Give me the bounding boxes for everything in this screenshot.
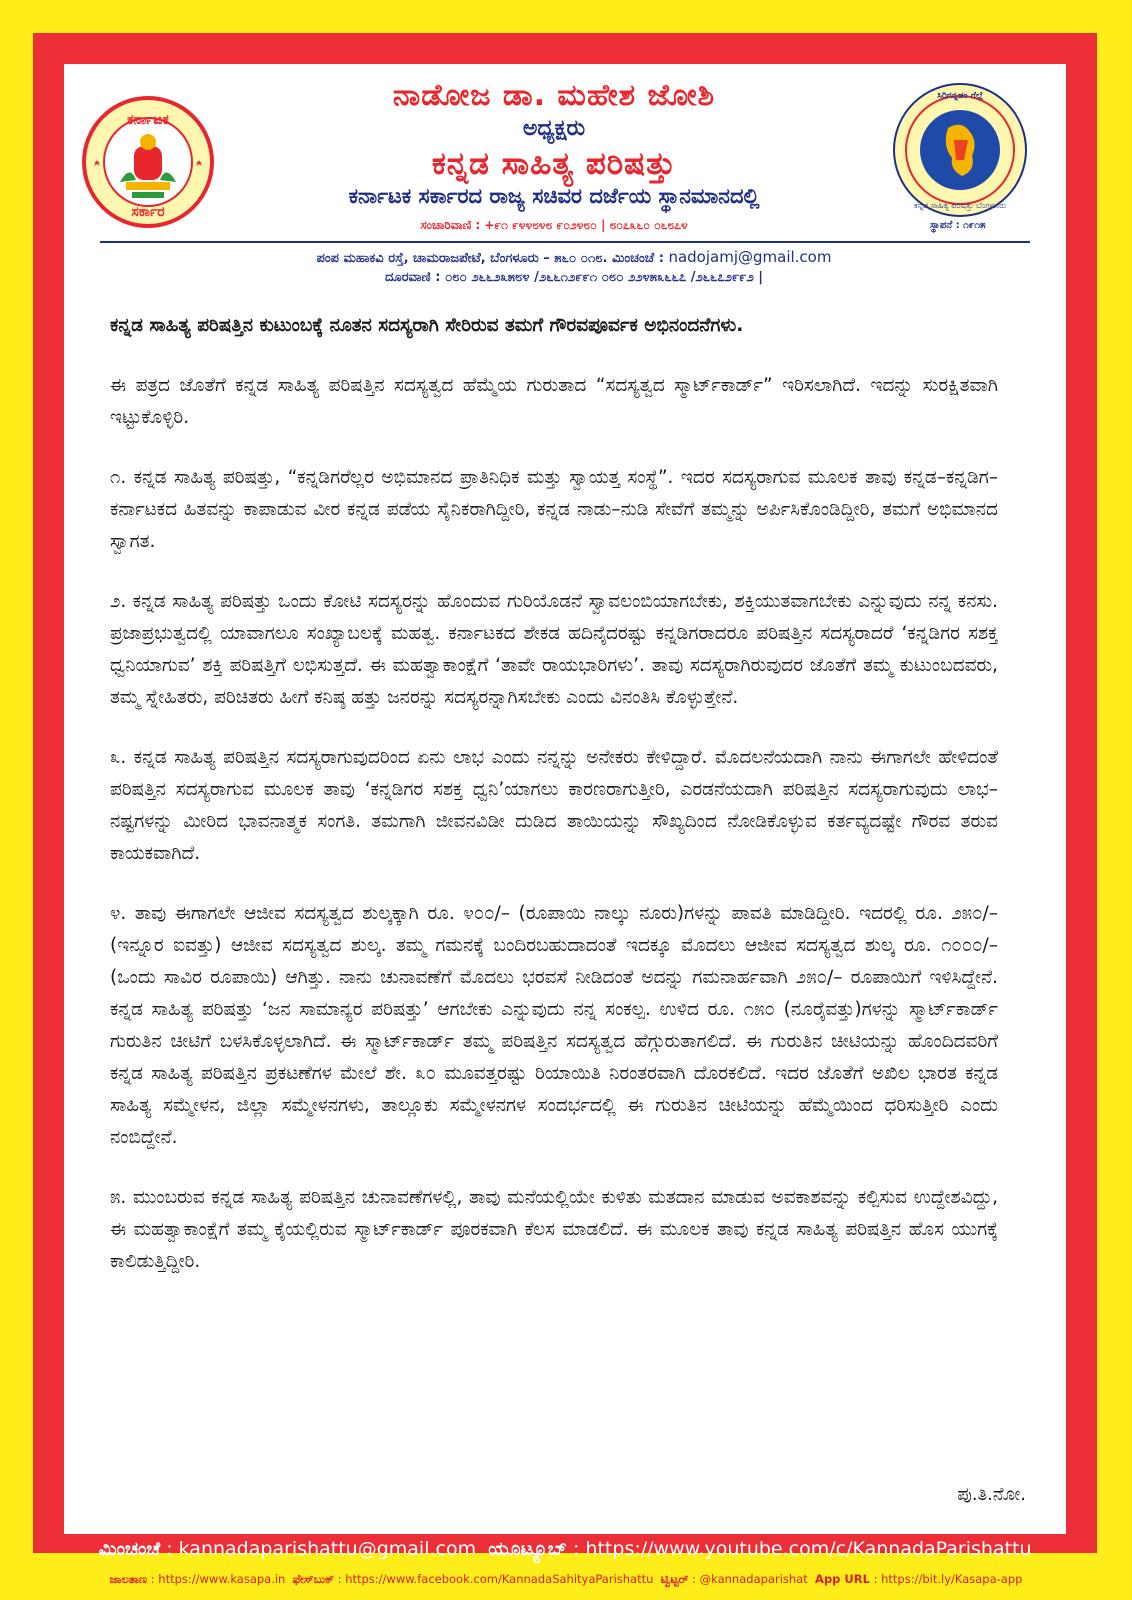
letter-paragraph-intro: ಈ ಪತ್ರದ ಜೊತೆಗೆ ಕನ್ನಡ ಸಾಹಿತ್ಯ ಪರಿಷತ್ತಿನ ಸದಸ್ಯತ್ವದ ಹೆಮ್ಮೆಯ ಗುರುತಾದ “ಸದಸ್ಯತ್ವದ ಸ್ಮಾರ್ಟ್‌ಕಾರ್ಡ್” ಇರಿಸಲಾಗಿದೆ. ಇದನ್ನು ಸುರಕ್ಷಿತವಾಗಿ ಇಟ್ಟುಕೊಳ್ಳಿರಿ. — [110, 375, 998, 428]
letter-page — [64, 64, 1066, 1534]
established-label: ಸ್ಥಾಪನೆ : ೧೯೧೫ — [930, 220, 986, 231]
footer-email-link[interactable]: kannadaparishattu@gmail.com — [178, 1538, 477, 1560]
letter-paragraph-2: ೨. ಕನ್ನಡ ಸಾಹಿತ್ಯ ಪರಿಷತ್ತು ಒಂದು ಕೋಟಿ ಸದಸ್ಯರನ್ನು ಹೊಂದುವ ಗುರಿಯೊಡನೆ ಸ್ವಾವಲಂಬಿಯಾಗಬೇಕು, ಶಕ್ತಿಯುತವಾಗಬೇಕು ಎನ್ನುವುದು ನನ್ನ ಕನಸು. ಪ್ರಜಾಪ್ರಭುತ್ವದಲ್ಲಿ ಯಾವಾಗಲೂ ಸಂಖ್ಯಾಬಲಕ್ಕೆ ಮಹತ್ವ. ಕರ್ನಾಟಕದ ಶೇಕಡ ಹದಿನೈದರಷ್ಟು ಕನ್ನಡಿಗರಾದರೂ ಪರಿಷತ್ತಿನ ಸದಸ್ಯರಾದರೆ ‘ಕನ್ನಡಿಗರ ಸಶಕ್ತ ಧ್ವನಿಯಾಗುವ’ ಶಕ್ತಿ ಪರಿಷತ್ತಿಗೆ ಲಭಿಸುತ್ತದೆ. ಈ ಮಹತ್ವಾಕಾಂಕ್ಷೆಗೆ ‘ತಾವೇ ರಾಯಭಾರಿಗಳು’. ತಾವು ಸದಸ್ಯರಾಗಿರುವುದರ ಜೊತೆಗೆ ತಮ್ಮ ಕುಟುಂಬದವರು, ತಮ್ಮ ಸ್ನೇಹಿತರು, ಪರಿಚಿತರು ಹೀಗೆ ಕನಿಷ್ಠ ಹತ್ತು ಜನರನ್ನು ಸದಸ್ಯರನ್ನಾಗಿಸಬೇಕು ಎಂದು ವಿನಂತಿಸಿ ಕೊಳ್ಳುತ್ತೇನೆ. — [110, 591, 998, 708]
address-line — [164, 248, 984, 266]
president-name: ನಾಡೋಜ ಡಾ. ಮಹೇಶ ಜೋಶಿ — [392, 78, 716, 113]
svg-text:ಸಿರಿಗನ್ನಡಂ ಗೆಲ್ಗೆ: ಸಿರಿಗನ್ನಡಂ ಗೆಲ್ಗೆ — [937, 91, 983, 101]
footer-facebook-label: ಫೇಸ್‌ಬುಕ್ — [292, 1572, 334, 1586]
president-email-link[interactable]: nadojamj@gmail.com — [668, 248, 832, 266]
address-text: ಪಂಪ ಮಹಾಕವಿ ರಸ್ತೆ, ಚಾಮರಾಜಪೇಟೆ, ಬೆಂಗಳೂರು – ೫೬೦ ೦೧೮. ಮಿಂಚಂಚೆ : — [316, 251, 669, 266]
footer-youtube-link[interactable]: https://www.youtube.com/c/KannadaParishattu — [585, 1538, 1032, 1560]
letter-paragraph-1: ೧. ಕನ್ನಡ ಸಾಹಿತ್ಯ ಪರಿಷತ್ತು, “ಕನ್ನಡಿಗರೆಲ್ಲರ ಅಭಿಮಾನದ ಪ್ರಾತಿನಿಧಿಕ ಮತ್ತು ಸ್ವಾಯತ್ತ ಸಂಸ್ಥೆ”. ಇದರ ಸದಸ್ಯರಾಗುವ ಮೂಲಕ ತಾವು ಕನ್ನಡ–ಕನ್ನಡಿಗ–ಕರ್ನಾಟಕದ ಹಿತವನ್ನು ಕಾಪಾಡುವ ವೀರ ಕನ್ನಡ ಪಡೆಯ ಸೈನಿಕರಾಗಿದ್ದೀರಿ, ಕನ್ನಡ ನಾಡು–ನುಡಿ ಸೇವೆಗೆ ತಮ್ಮನ್ನು ಅರ್ಪಿಸಿಕೊಂಡಿದ್ದೀರಿ, ತಮಗೆ ಅಭಿಮಾನದ ಸ್ವಾಗತ. — [110, 467, 998, 552]
footer-twitter-link[interactable]: @kannadaparishat — [699, 1572, 808, 1586]
letter-paragraph-5: ೫. ಮುಂಬರುವ ಕನ್ನಡ ಸಾಹಿತ್ಯ ಪರಿಷತ್ತಿನ ಚುನಾವಣೆಗಳಲ್ಲಿ, ತಾವು ಮನೆಯಲ್ಲಿಯೇ ಕುಳಿತು ಮತದಾನ ಮಾಡುವ ಅವಕಾಶವನ್ನು ಕಲ್ಪಿಸುವ ಉದ್ದೇಶವಿದ್ದು, ಈ ಮಹತ್ವಾಕಾಂಕ್ಷೆಗೆ ತಮ್ಮ ಕೈಯಲ್ಲಿರುವ ಸ್ಮಾರ್ಟ್‌ಕಾರ್ಡ್ ಪೂರಕವಾಗಿ ಕೆಲಸ ಮಾಡಲಿದೆ. ಈ ಮೂಲಕ ತಾವು ಕನ್ನಡ ಸಾಹಿತ್ಯ ಪರಿಷತ್ತಿನ ಹೊಸ ಯುಗಕ್ಕೆ ಕಾಲಿಡುತ್ತಿದ್ದೀರಿ. — [110, 1187, 998, 1272]
letter-paragraph-3: ೩. ಕನ್ನಡ ಸಾಹಿತ್ಯ ಪರಿಷತ್ತಿನ ಸದಸ್ಯರಾಗುವುದರಿಂದ ಏನು ಲಾಭ ಎಂದು ನನ್ನನ್ನು ಅನೇಕರು ಕೇಳಿದ್ದಾರೆ. ಮೊದಲನೆಯದಾಗಿ ನಾನು ಈಗಾಗಲೇ ಹೇಳಿದಂತೆ ಪರಿಷತ್ತಿನ ಸದಸ್ಯರಾಗುವ ಮೂಲಕ ತಾವು ‘ಕನ್ನಡಿಗರ ಸಶಕ್ತ ಧ್ವನಿ’ಯಾಗಲು ಕಾರಣರಾಗುತ್ತೀರಿ, ಎರಡನೆಯದಾಗಿ ಪರಿಷತ್ತಿನ ಸದಸ್ಯರಾಗುವುದು ಲಾಭ–ನಷ್ಟಗಳನ್ನು ಮೀರಿದ ಭಾವನಾತ್ಮಕ ಸಂಗತಿ. ತಮಗಾಗಿ ಜೀವನವಿಡೀ ದುಡಿದ ತಾಯಿಯನ್ನು ಸೌಖ್ಯದಿಂದ ನೋಡಿಕೊಳ್ಳುವ ಕರ್ತವ್ಯದಷ್ಟೇ ಗೌರವ ತರುವ ಕಾಯಕವಾಗಿದೆ. — [110, 747, 998, 864]
phone-line: ದೂರವಾಣಿ : ೦೮೦ ೨೬೬೨೩೫೮೪ /೨೬೬೧೨೯೯೧ ೦೮೦ ೨೨೪೫೩೬೬೭ /೨೬೬೭೨೯೯೨ | — [385, 270, 763, 285]
letter-paragraph-4: ೪. ತಾವು ಈಗಾಗಲೇ ಆಜೀವ ಸದಸ್ಯತ್ವದ ಶುಲ್ಕಕ್ಕಾಗಿ ರೂ. ೪೦೦/– (ರೂಪಾಯಿ ನಾಲ್ಕು ನೂರು)ಗಳನ್ನು ಪಾವತಿ ಮಾಡಿದ್ದೀರಿ. ಇದರಲ್ಲಿ ರೂ. ೨೫೦/– (ಇನ್ನೂರ ಐವತ್ತು) ಆಜೀವ ಸದಸ್ಯತ್ವದ ಶುಲ್ಕ. ತಮ್ಮ ಗಮನಕ್ಕೆ ಬಂದಿರಬಹುದಾದಂತೆ ಇದಕ್ಕೂ ಮೊದಲು ಆಜೀವ ಸದಸ್ಯತ್ವದ ಶುಲ್ಕ ರೂ. ೧೦೦೦/– (ಒಂದು ಸಾವಿರ ರೂಪಾಯಿ) ಆಗಿತ್ತು. ನಾನು ಚುನಾವಣೆಗೆ ಮೊದಲು ಭರವಸೆ ನೀಡಿದಂತೆ ಅದನ್ನು ಗಮನಾರ್ಹವಾಗಿ ೨೫೦/– ರೂಪಾಯಿಗೆ ಇಳಿಸಿದ್ದೇನೆ. ಕನ್ನಡ ಸಾಹಿತ್ಯ ಪರಿಷತ್ತು ‘ಜನ ಸಾಮಾನ್ಯರ ಪರಿಷತ್ತು’ ಆಗಬೇಕು ಎನ್ನುವುದು ನನ್ನ ಸಂಕಲ್ಪ. ಉಳಿದ ರೂ. ೧೫೦ (ನೂರೈವತ್ತು)ಗಳನ್ನು ಸ್ಮಾರ್ಟ್‌ಕಾರ್ಡ್ ಗುರುತಿನ ಚೀಟಿಗೆ ಬಳಸಿಕೊಳ್ಳಲಾಗಿದೆ. ಈ ಸ್ಮಾರ್ಟ್‌ಕಾರ್ಡ್ ತಮ್ಮ ಪರಿಷತ್ತಿನ ಸದಸ್ಯತ್ವದ ಹೆಗ್ಗುರುತಾಗಲಿದೆ. ಈ ಗುರುತಿನ ಚೀಟಿಯನ್ನು ಹೊಂದಿದವರಿಗೆ ಕನ್ನಡ ಸಾಹಿತ್ಯ ಪರಿಷತ್ತಿನ ಪ್ರಕಟಣೆಗಳ ಮೇಲೆ ಶೇ. ೩೦ ಮೂವತ್ತರಷ್ಟು ರಿಯಾಯಿತಿ ನಿರಂತರವಾಗಿ ದೊರಕಲಿದೆ. ಇದರ ಜೊತೆಗೆ ಅಖಿಲ ಭಾರತ ಕನ್ನಡ ಸಾಹಿತ್ಯ ಸಮ್ಮೇಳನ, ಜಿಲ್ಲಾ ಸಮ್ಮೇಳನಗಳು, ತಾಲ್ಲೂಕು ಸಮ್ಮೇಳನಗಳ ಸಂದರ್ಭದಲ್ಲಿ ಈ ಗುರುತಿನ ಚೀಟಿಯನ್ನು ಹೆಮ್ಮೆಯಿಂದ ಧರಿಸುತ್ತೀರಿ ಎಂದು ನಂಬಿದ್ದೇನೆ. — [110, 903, 998, 1148]
footer-app-link[interactable]: https://bit.ly/Kasapa-app — [881, 1572, 1023, 1586]
footer-web-link[interactable]: https://www.kasapa.in — [158, 1572, 286, 1586]
header-divider — [100, 241, 1030, 243]
footer-links-line: ಜಾಲತಾಣ : https://www.kasapa.in ಫೇಸ್‌ಬುಕ್ : https://www.facebook.com/KannadaSahityaParishattu ಟ್ವಿಟ್ಟರ್ : @kannadaparishat App URL : https://bit.ly/Kasapa-app — [109, 1572, 1023, 1586]
footer-youtube-label: ಯೂಟ್ಯೂಬ್ — [488, 1538, 567, 1560]
letter-body — [110, 310, 998, 1306]
status-line: ಕರ್ನಾಟಕ ಸರ್ಕಾರದ ರಾಜ್ಯ ಸಚಿವರ ದರ್ಜೆಯ ಸ್ಥಾನಮಾನದಲ್ಲಿ — [348, 184, 760, 208]
footer-email-label: ಮಿಂಚಂಚೆ — [98, 1538, 161, 1560]
footer-web-label: ಜಾಲತಾಣ — [109, 1572, 148, 1586]
svg-text:ಕರ್ನಾಟಕ: ಕರ್ನಾಟಕ — [127, 112, 169, 128]
karnataka-government-seal-icon — [80, 94, 216, 230]
letter-signoff: ಪು.ತಿ.ನೋ. — [957, 1484, 1026, 1505]
parishattu-logo-icon — [890, 80, 1030, 230]
organization-name: ಕನ್ನಡ ಸಾಹಿತ್ಯ ಪರಿಷತ್ತು — [431, 146, 677, 182]
mobile-numbers: ಸಂಚಾರಿವಾಣಿ : +೯೧ ೯೪೪೮೪೮ ೯೦೨೪೮೦ | ೮೦೭೩೬೦ ೦೬೮೭೪ — [420, 218, 688, 232]
letter-greeting: ಕನ್ನಡ ಸಾಹಿತ್ಯ ಪರಿಷತ್ತಿನ ಕುಟುಂಬಕ್ಕೆ ನೂತನ ಸದಸ್ಯರಾಗಿ ಸೇರಿರುವ ತಮಗೆ ಗೌರವಪೂರ್ವಕ ಅಭಿನಂದನೆಗಳು. — [110, 315, 744, 336]
svg-text:ಸರ್ಕಾರ: ಸರ್ಕಾರ — [131, 204, 165, 220]
footer-contact-line: ಮಿಂಚಂಚೆ : kannadaparishattu@gmail.com ಯೂಟ್ಯೂಬ್ : https://www.youtube.com/c/KannadaParishattu — [98, 1538, 1032, 1560]
footer-app-label: App URL — [815, 1572, 870, 1586]
footer-twitter-label: ಟ್ವಿಟ್ಟರ್ — [660, 1572, 689, 1586]
president-title: ಅಧ್ಯಕ್ಷರು — [522, 116, 586, 141]
svg-text:ಕನ್ನಡ ಸಾಹಿತ್ಯ ಪರಿಷತ್ತು ಬೆಂಗಳೂರ: ಕನ್ನಡ ಸಾಹಿತ್ಯ ಪರಿಷತ್ತು ಬೆಂಗಳೂರು — [914, 201, 1006, 210]
footer-facebook-link[interactable]: https://www.facebook.com/KannadaSahityaParishattu — [345, 1572, 654, 1586]
